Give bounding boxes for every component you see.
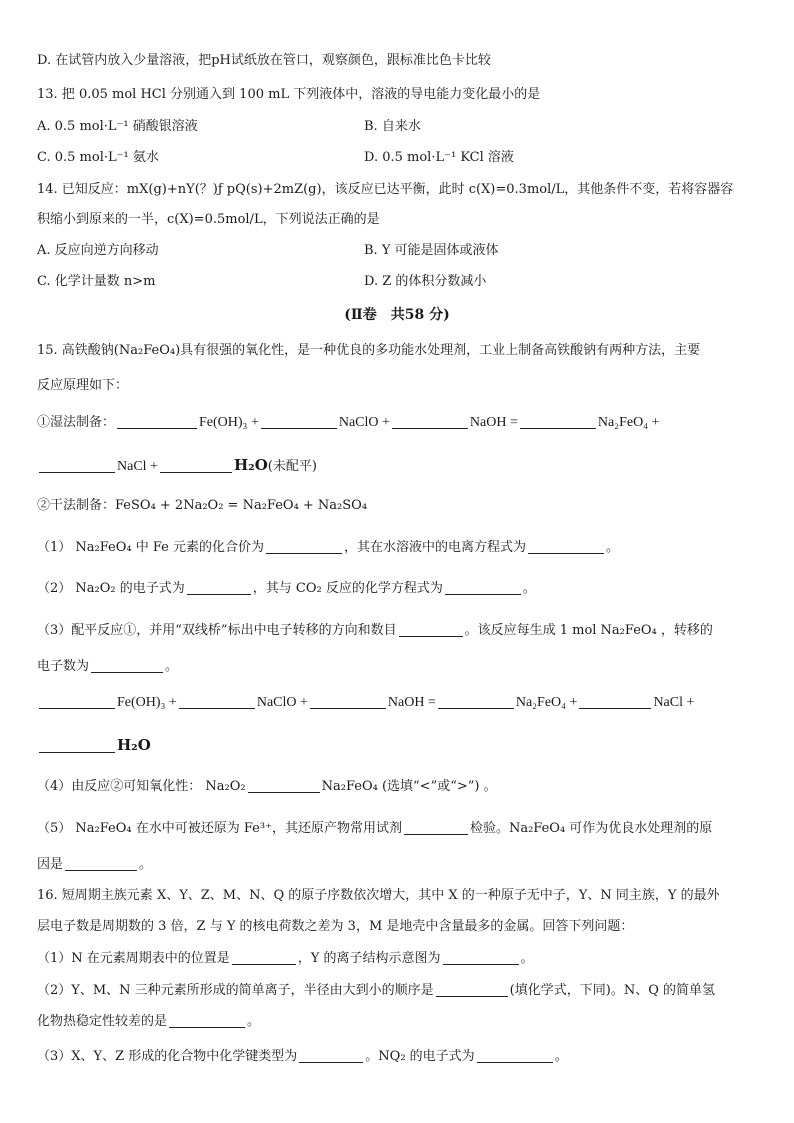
term: NaClO +: [256, 695, 308, 710]
blank-field[interactable]: [404, 820, 468, 835]
q13-option-a: A. 0.5 mol·L⁻¹ 硝酸银溶液: [37, 119, 198, 134]
blank-field[interactable]: [445, 580, 521, 595]
blank-field[interactable]: [39, 458, 115, 473]
option-d-previous: D. 在试管内放入少量溶液，把pH试纸放在管口，观察颜色，跟标准比色卡比较: [37, 53, 491, 68]
blank-field[interactable]: [261, 414, 337, 429]
text: （3）X、Y、Z 形成的化合物中化学键类型为: [37, 1049, 298, 1064]
text: 。: [606, 540, 620, 555]
blank-field[interactable]: [436, 982, 508, 997]
blank-field[interactable]: [438, 694, 514, 709]
term: Fe(OH)₃ +: [199, 415, 259, 430]
dry-method-equation: ②干法制备：FeSO₄ + 2Na₂O₂ = Na₂FeO₄ + Na₂SO₄: [37, 498, 368, 513]
blank-field[interactable]: [520, 414, 596, 429]
note: (未配平): [267, 459, 317, 474]
text: 因是: [37, 857, 64, 872]
text: 。: [522, 581, 536, 596]
blank-field[interactable]: [266, 539, 342, 554]
term: Fe(OH)₃ +: [117, 695, 177, 710]
term: H₂O: [233, 456, 268, 474]
text: 电子数为: [37, 659, 90, 674]
text: (填化学式，下同)。N、Q 的简单氢: [509, 983, 715, 998]
question-14-line2: 积缩小到原来的一半，c(X)=0.5mol/L，下列说法正确的是: [37, 212, 380, 227]
question-15-line2: 反应原理如下：: [37, 378, 129, 393]
blank-field[interactable]: [579, 694, 651, 709]
term: NaOH =: [387, 695, 436, 710]
question-15-line1: 15. 高铁酸钠(Na₂FeO₄)具有很强的氧化性，是一种优良的多功能水处理剂，工业上制备高铁酸钠有两种方法，主要: [37, 343, 701, 358]
q13-option-d: D. 0.5 mol·L⁻¹ KCl 溶液: [364, 150, 514, 165]
blank-field[interactable]: [160, 458, 232, 473]
text: ，其在水溶液中的电离方程式为: [344, 540, 527, 555]
blank-field[interactable]: [392, 414, 468, 429]
blank-field[interactable]: [399, 622, 463, 637]
q14-option-a: A. 反应向逆方向移动: [37, 243, 159, 258]
blank-field[interactable]: [443, 950, 519, 965]
q16-part1: [37, 950, 534, 968]
term: NaOH =: [469, 415, 518, 430]
blank-field[interactable]: [477, 1048, 553, 1063]
blank-field[interactable]: [39, 738, 115, 753]
text: 。: [520, 951, 534, 966]
q13-option-c: C. 0.5 mol·L⁻¹ 氨水: [37, 150, 159, 165]
blank-field[interactable]: [528, 539, 604, 554]
term: NaClO +: [338, 415, 390, 430]
blank-field[interactable]: [232, 950, 296, 965]
balance-equation: [37, 694, 694, 712]
text: （5） Na₂FeO₄ 在水中可被还原为 Fe³⁺，其还原产物常用试剂: [37, 821, 402, 836]
blank-field[interactable]: [179, 694, 255, 709]
text: （4）由反应②可知氧化性： Na₂O₂: [37, 779, 246, 794]
text: ，Y 的离子结构示意图为: [297, 951, 441, 966]
text: 检验。Na₂FeO₄ 可作为优良水处理剂的原: [469, 821, 713, 836]
term: NaCl +: [117, 459, 158, 474]
blank-field[interactable]: [310, 694, 386, 709]
text: （3）配平反应①，并用“双线桥”标出中电子转移的方向和数目: [37, 623, 397, 638]
question-13: 13. 把 0.05 mol HCl 分别通入到 100 mL 下列液体中，溶液的导电能力变化最小的是: [37, 87, 541, 102]
blank-field[interactable]: [299, 1048, 363, 1063]
question-16-line2: 层电子数是周期数的 3 倍，Z 与 Y 的核电荷数之差为 3，M 是地壳中含量最多的金属。回答下列问题：: [37, 919, 634, 934]
q16-part3: [37, 1048, 568, 1066]
q14-option-d: D. Z 的体积分数减小: [364, 274, 487, 289]
text: （1）N 在元素周期表中的位置是: [37, 951, 230, 966]
text: 。该反应每生成 1 mol Na₂FeO₄ ，转移的: [464, 623, 713, 638]
text: Na₂FeO₄ (选填“<”或“>”) 。: [321, 779, 497, 794]
text: 化物热稳定性较差的是: [37, 1014, 168, 1029]
text: 。: [165, 659, 179, 674]
blank-field[interactable]: [65, 856, 137, 871]
q14-option-b: B. Y 可能是固体或液体: [364, 243, 499, 258]
text: （2）Y、M、N 三种元素所形成的简单离子，半径由大到小的顺序是: [37, 983, 434, 998]
q14-option-c: C. 化学计量数 n>m: [37, 274, 156, 289]
wet-method-equation: [37, 414, 659, 432]
balance-equation-cont: [37, 736, 151, 756]
q15-part1: [37, 539, 619, 557]
wet-method-equation-cont: [37, 456, 317, 476]
text: 。: [247, 1014, 261, 1029]
text: 。: [554, 1049, 568, 1064]
term: NaCl +: [653, 695, 695, 710]
text: （1） Na₂FeO₄ 中 Fe 元素的化合价为: [37, 540, 265, 555]
q16-part2-cont: [37, 1013, 260, 1031]
q15-part3-cont: [37, 658, 178, 676]
q15-part3: [37, 622, 713, 640]
blank-field[interactable]: [39, 694, 115, 709]
q16-part2: [37, 982, 715, 1000]
text: 。: [139, 857, 153, 872]
q13-option-b: B. 自来水: [364, 119, 421, 134]
q15-part5-cont: [37, 856, 152, 874]
term: Na₂FeO₄ +: [515, 695, 578, 710]
text: （2） Na₂O₂ 的电子式为: [37, 581, 185, 596]
blank-field[interactable]: [91, 658, 163, 673]
question-16-line1: 16. 短周期主族元素 X、Y、Z、M、N、Q 的原子序数依次增大，其中 X 的一种原子无中子，Y、N 同主族，Y 的最外: [37, 888, 720, 903]
section-ii-heading: (Ⅱ卷 共58 分): [344, 307, 450, 323]
blank-field[interactable]: [248, 778, 320, 793]
term: H₂O: [117, 736, 151, 754]
blank-field[interactable]: [169, 1013, 245, 1028]
text: 。NQ₂ 的电子式为: [365, 1049, 475, 1064]
q15-part4: [37, 778, 497, 796]
text: ，其与 CO₂ 反应的化学方程式为: [252, 581, 443, 596]
blank-field[interactable]: [117, 414, 197, 429]
term: Na₂FeO₄ +: [597, 415, 660, 430]
blank-field[interactable]: [187, 580, 251, 595]
wet-method-label: ①湿法制备：: [37, 415, 116, 430]
q15-part2: [37, 580, 536, 598]
question-14-line1: 14. 已知反应：mX(g)+nY(？)ƒ pQ(s)+2mZ(g)，该反应已达平衡，此时 c(X)=0.3mol/L，其他条件不变，若将容器容: [37, 182, 734, 197]
q15-part5: [37, 820, 712, 838]
